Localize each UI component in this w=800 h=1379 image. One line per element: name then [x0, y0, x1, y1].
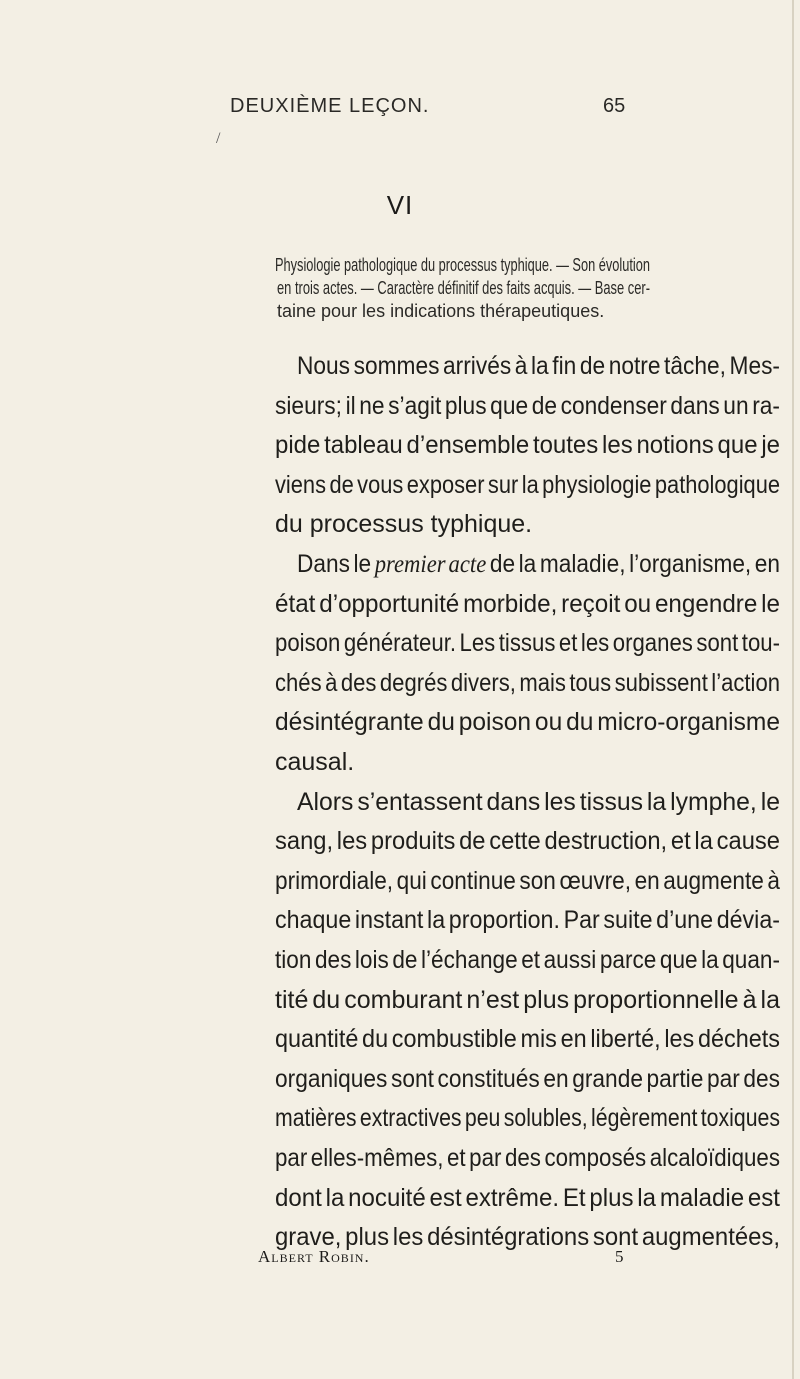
stray-mark: /: [216, 130, 221, 147]
body-line: désintégrante du poison ou du micro-organisme: [275, 708, 780, 737]
body-line: tion des lois de l’échange et aussi parce que la quan-: [275, 946, 780, 974]
body-line: quantité du combustible mis en liberté, les déchets: [275, 1025, 780, 1054]
summary-line: taine pour les indications thérapeutiques.: [277, 301, 605, 321]
body-line: causal.: [275, 748, 355, 776]
body-line: sieurs; il ne s’agit plus que de condenser dans un ra-: [275, 391, 780, 420]
body-line-tail: de la maladie, l’organisme, en: [486, 550, 780, 578]
body-line: état d’opportunité morbide, reçoit ou engendre le: [275, 589, 780, 618]
body-line: viens de vous exposer sur la physiologie pathologique: [275, 470, 780, 499]
body-line: [297, 550, 780, 579]
body-line: primordiale, qui continue son œuvre, en augmente à: [275, 866, 780, 895]
body-line: poison générateur. Les tissus et les organes sont tou-: [275, 629, 780, 658]
body-line-lead: Dans le: [297, 550, 375, 578]
body-line: tité du comburant n’est plus proportionnelle à la: [275, 985, 780, 1014]
body-line: grave, plus les désintégrations sont augmentées,: [275, 1223, 780, 1252]
summary-line: Physiologie pathologique du processus typhique. — Son évolution: [275, 255, 650, 275]
section-number: VI: [386, 190, 414, 220]
body-line: dont la nocuité est extrême. Et plus la maladie est: [275, 1183, 780, 1212]
footer-author: Albert Robin.: [258, 1247, 370, 1266]
page-number: 65: [603, 95, 626, 117]
running-head: [0, 95, 800, 125]
body-line: du processus typhique.: [275, 510, 533, 539]
body-line: chaque instant la proportion. Par suite d’une dévia-: [275, 906, 780, 935]
running-title: DEUXIÈME LEÇON.: [230, 95, 430, 117]
body-line: par elles-mêmes, et par des composés alcaloïdiques: [275, 1144, 780, 1172]
page-edge: [792, 0, 794, 1379]
body-line: Alors s’entassent dans les tissus la lymphe, le: [297, 787, 780, 816]
emphasis-text: premier acte: [374, 551, 487, 578]
body-line: matières extractives peu solubles, légèrement toxiques: [275, 1104, 780, 1133]
body-line: pide tableau d’ensemble toutes les notions que je: [275, 431, 780, 460]
summary-line: en trois actes. — Caractère définitif des faits acquis. — Base cer-: [277, 278, 650, 298]
body-line: chés à des degrés divers, mais tous subissent l’action: [275, 668, 780, 697]
body-line: Nous sommes arrivés à la fin de notre tâche, Mes-: [297, 352, 780, 380]
body-line: sang, les produits de cette destruction, et la cause: [275, 827, 780, 856]
signature-mark: 5: [615, 1247, 624, 1266]
body-line: organiques sont constitués en grande partie par des: [275, 1064, 780, 1093]
